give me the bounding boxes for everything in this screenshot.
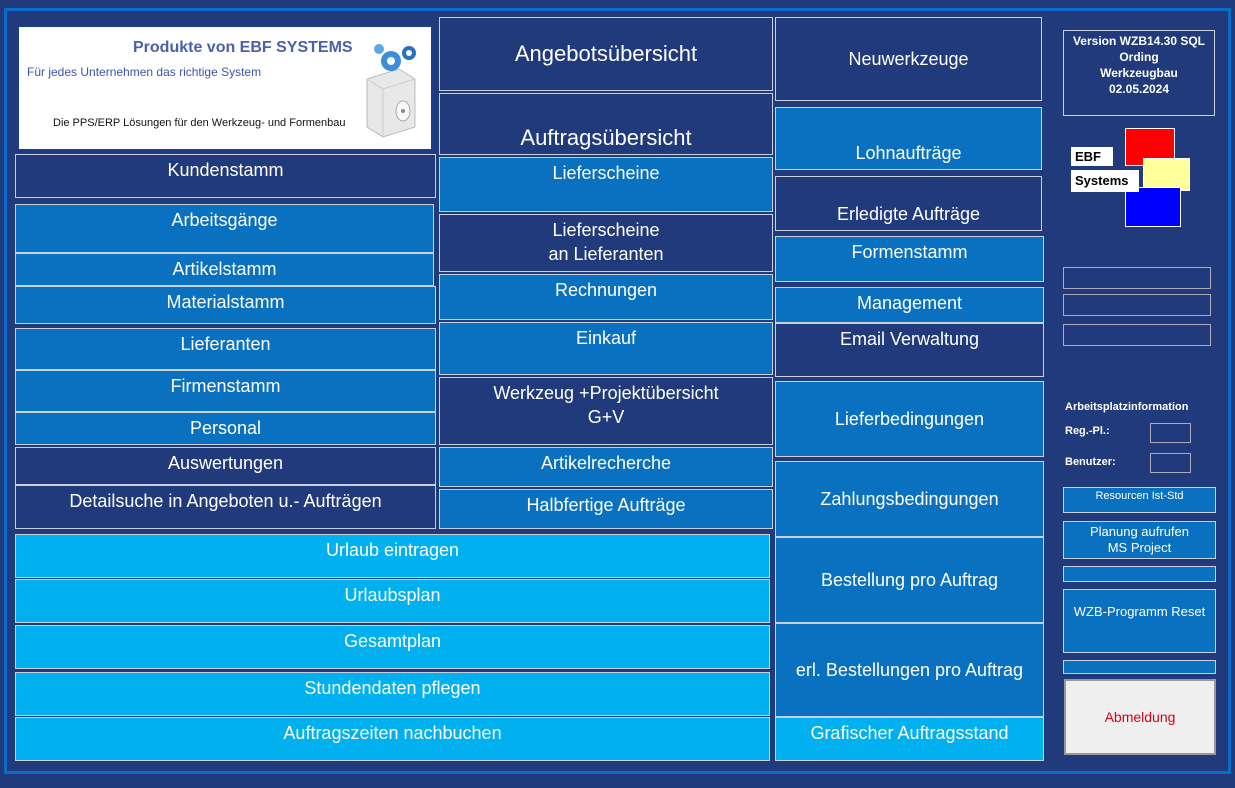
side-empty-button-1[interactable] — [1063, 566, 1216, 582]
auswertungen-button[interactable]: Auswertungen — [15, 447, 436, 485]
auftragszeiten-nachbuchen-button[interactable]: Auftragszeiten nachbuchen — [15, 717, 770, 761]
lieferanten-button[interactable]: Lieferanten — [15, 328, 436, 370]
version-info — [1063, 30, 1215, 116]
logo-systems-label: Systems — [1071, 170, 1139, 192]
arbeitsgaenge-button[interactable]: Arbeitsgänge — [15, 204, 434, 253]
regpl-label: Reg.-Pl.: — [1065, 425, 1110, 437]
side-field-3 — [1063, 324, 1211, 346]
planung-line2: MS Project — [1107, 540, 1172, 555]
ebf-logo-banner — [17, 25, 433, 151]
logo-title: Produkte von EBF SYSTEMS — [133, 39, 353, 56]
version-line4: 02.05.2024 — [1108, 82, 1170, 96]
firmenstamm-button[interactable]: Firmenstamm — [15, 370, 436, 412]
urlaubsplan-button[interactable]: Urlaubsplan — [15, 579, 770, 623]
benutzer-field — [1150, 453, 1191, 473]
regpl-field — [1150, 423, 1191, 443]
logo-description: Die PPS/ERP Lösungen für den Werkzeug- und Formenbau — [53, 117, 346, 129]
lieferbedingungen-button[interactable]: Lieferbedingungen — [775, 381, 1044, 457]
bestellung-pro-auftrag-button[interactable]: Bestellung pro Auftrag — [775, 537, 1044, 623]
artikelrecherche-button[interactable]: Artikelrecherche — [439, 447, 773, 487]
arbeitsplatz-label: Arbeitsplatzinformation — [1065, 401, 1189, 413]
formenstamm-button[interactable]: Formenstamm — [775, 236, 1044, 282]
gesamtplan-button[interactable]: Gesamtplan — [15, 625, 770, 669]
artikelstamm-button[interactable]: Artikelstamm — [15, 253, 434, 286]
angebotsuebersicht-button[interactable]: Angebotsübersicht — [439, 17, 773, 91]
urlaub-eintragen-button[interactable]: Urlaub eintragen — [15, 534, 770, 578]
version-line2: Ording — [1119, 50, 1159, 64]
resourcen-ist-std-button[interactable]: Resourcen Ist-Std — [1063, 487, 1216, 513]
version-line1: Version WZB14.30 SQL — [1072, 34, 1206, 48]
grafischer-auftragsstand-button[interactable]: Grafischer Auftragsstand — [775, 717, 1044, 761]
side-field-2 — [1063, 294, 1211, 316]
benutzer-label: Benutzer: — [1065, 456, 1116, 468]
lieferscheine-button[interactable]: Lieferscheine — [439, 157, 773, 212]
planung-line1: Planung aufrufen — [1089, 524, 1190, 539]
erl-bestellungen-button[interactable]: erl. Bestellungen pro Auftrag — [775, 623, 1044, 717]
wzb-programm-reset-button[interactable]: WZB-Programm Reset — [1063, 589, 1216, 653]
materialstamm-button[interactable]: Materialstamm — [15, 286, 436, 324]
werkzeug-line1: Werkzeug +Projektübersicht — [493, 383, 719, 403]
side-empty-button-2[interactable] — [1063, 660, 1216, 674]
halbfertige-auftraege-button[interactable]: Halbfertige Aufträge — [439, 489, 773, 529]
rechnungen-button[interactable]: Rechnungen — [439, 274, 773, 320]
auftragsuebersicht-button[interactable]: Auftragsübersicht — [439, 93, 773, 155]
stundendaten-pflegen-button[interactable]: Stundendaten pflegen — [15, 672, 770, 716]
logo-subtitle: Für jedes Unternehmen das richtige System — [27, 65, 262, 79]
side-field-1 — [1063, 267, 1211, 289]
logo-ebf-label: EBF — [1071, 147, 1113, 166]
planung-ms-project-button[interactable] — [1063, 521, 1216, 559]
email-verwaltung-button[interactable]: Email Verwaltung — [775, 323, 1044, 377]
personal-button[interactable]: Personal — [15, 412, 436, 445]
gears-box-icon — [359, 39, 423, 139]
werkzeug-projektuebersicht-button[interactable] — [439, 377, 773, 445]
detailsuche-button[interactable]: Detailsuche in Angeboten u.- Aufträgen — [15, 485, 436, 529]
werkzeug-line2: G+V — [587, 407, 625, 427]
abmeldung-button[interactable]: Abmeldung — [1064, 679, 1216, 755]
lohnauftraege-button[interactable]: Lohnaufträge — [775, 107, 1042, 170]
lieferscheine-lieferanten-button[interactable] — [439, 214, 773, 272]
management-button[interactable]: Management — [775, 287, 1044, 323]
version-line3: Werkzeugbau — [1100, 66, 1178, 80]
logo-blue-square — [1125, 187, 1181, 227]
kundenstamm-button[interactable]: Kundenstamm — [15, 154, 436, 198]
neuwerkzeuge-button[interactable]: Neuwerkzeuge — [775, 17, 1042, 101]
einkauf-button[interactable]: Einkauf — [439, 322, 773, 375]
lieferscheine-lieferanten-line1: Lieferscheine — [552, 220, 660, 240]
lieferscheine-lieferanten-line2: an Lieferanten — [548, 244, 664, 264]
erledigte-auftraege-button[interactable]: Erledigte Aufträge — [775, 176, 1042, 231]
zahlungsbedingungen-button[interactable]: Zahlungsbedingungen — [775, 461, 1044, 537]
